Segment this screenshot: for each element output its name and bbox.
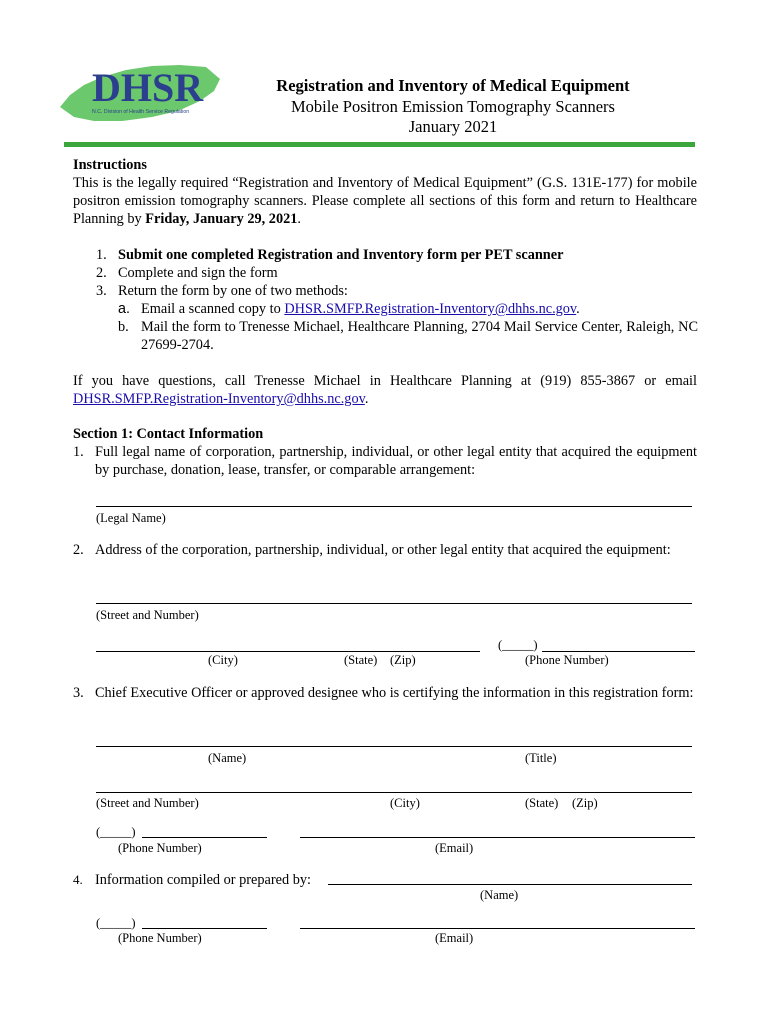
- ceo-area-code-field[interactable]: (_____): [96, 825, 136, 839]
- step-1: 1. Submit one completed Registration and Inventory form per PET scanner: [96, 247, 564, 263]
- email-link[interactable]: DHSR.SMFP.Registration-Inventory@dhhs.nc.gov: [284, 301, 577, 317]
- ceo-phone-label: (Phone Number): [118, 841, 202, 855]
- phone-field[interactable]: [542, 651, 695, 652]
- ceo-street-label: (Street and Number): [96, 796, 199, 810]
- preparer-name-label: (Name): [480, 888, 519, 902]
- ceo-email-field[interactable]: [300, 837, 695, 838]
- street-field[interactable]: [96, 603, 692, 604]
- svg-text:DHSR: DHSR: [92, 65, 204, 110]
- preparer-phone-field[interactable]: [142, 928, 267, 929]
- preparer-name-field[interactable]: [328, 884, 692, 885]
- step-3: 3. Return the form by one of two methods:: [96, 283, 348, 299]
- preparer-area-code-field[interactable]: (_____): [96, 916, 136, 930]
- document-header: [230, 76, 676, 138]
- question-1: 1. Full legal name of corporation, partnership, individual, or other legal entity that acquired the equipment by purchase, donation, lease, transfer, or comparable arrangement:: [73, 444, 697, 478]
- ceo-city-label: (City): [390, 796, 420, 810]
- section-1-heading: Section 1: Contact Information: [73, 426, 264, 442]
- ceo-title-label: (Title): [525, 751, 557, 765]
- ceo-phone-field[interactable]: [142, 837, 267, 838]
- method-a: a. Email a scanned copy to DHSR.SMFP.Registration-Inventory@dhhs.nc.gov.: [118, 301, 580, 317]
- question-3: 3. Chief Executive Officer or approved designee who is certifying the information in this registration form:: [73, 685, 694, 701]
- document-subtitle: Mobile Positron Emission Tomography Scanners: [291, 96, 615, 116]
- preparer-email-label: (Email): [435, 931, 474, 945]
- legal-name-field[interactable]: [96, 506, 692, 507]
- zip-label: (Zip): [390, 653, 416, 667]
- legal-name-label: (Legal Name): [96, 511, 166, 525]
- ceo-address-field[interactable]: [96, 792, 692, 793]
- svg-text:N.C. Division of Health Servic: N.C. Division of Health Service Regulation: [92, 109, 190, 115]
- deadline: Friday, January 29, 2021: [145, 211, 298, 227]
- street-label: (Street and Number): [96, 608, 199, 622]
- question-4: 4. Information compiled or prepared by:: [73, 872, 311, 888]
- instructions-text: This is the legally required “Registration and Inventory of Medical Equipment” (G.S. 131E-177) for mobile positron emission tomography scanners. Please complete all sections of this form and return to Healthcare Planning by Friday, January 29, 2021.: [73, 175, 697, 227]
- method-b: b. Mail the form to Trenesse Michael, Healthcare Planning, 2704 Mail Service Center, Raleigh, NC 27699-2704.: [118, 319, 698, 353]
- ceo-name-title-field[interactable]: [96, 746, 692, 747]
- header-divider: [64, 142, 695, 147]
- instructions-heading: Instructions: [73, 157, 147, 173]
- questions-text: If you have questions, call Trenesse Michael in Healthcare Planning at (919) 855-3867 or email DHSR.SMFP.Registration-Inventory@dhhs.nc.gov.: [73, 373, 697, 407]
- phone-label: (Phone Number): [525, 653, 609, 667]
- preparer-email-field[interactable]: [300, 928, 695, 929]
- ceo-zip-label: (Zip): [572, 796, 598, 810]
- nc-map-icon: [56, 55, 226, 125]
- city-label: (City): [208, 653, 238, 667]
- ceo-state-label: (State): [525, 796, 559, 810]
- dhsr-logo: [56, 55, 226, 125]
- document-date: January 2021: [408, 117, 498, 136]
- city-state-zip-field[interactable]: [96, 651, 480, 652]
- state-label: (State): [344, 653, 378, 667]
- question-2: 2. Address of the corporation, partnership, individual, or other legal entity that acquired the equipment:: [73, 542, 671, 558]
- step-2: 2. Complete and sign the form: [96, 265, 278, 281]
- document-title: Registration and Inventory of Medical Equipment: [276, 76, 630, 95]
- ceo-name-label: (Name): [208, 751, 247, 765]
- preparer-phone-label: (Phone Number): [118, 931, 202, 945]
- questions-email-link[interactable]: DHSR.SMFP.Registration-Inventory@dhhs.nc.gov: [73, 391, 365, 407]
- ceo-email-label: (Email): [435, 841, 474, 855]
- area-code-field[interactable]: (_____): [498, 638, 538, 652]
